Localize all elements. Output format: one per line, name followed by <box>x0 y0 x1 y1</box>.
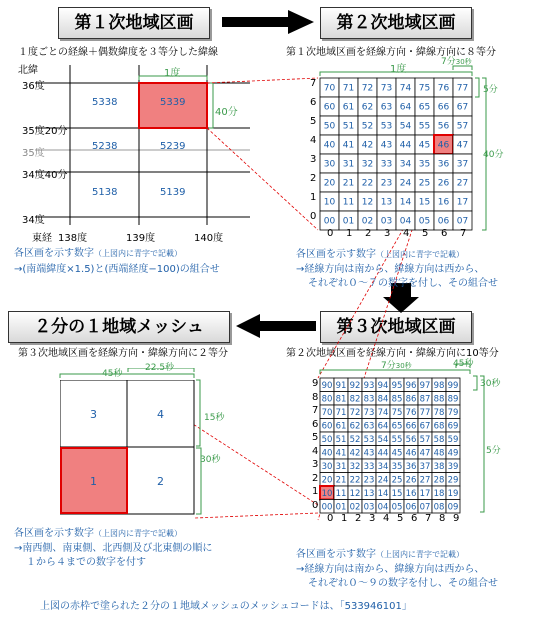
grid-cell-code: 32 <box>361 159 374 170</box>
col-label: 3 <box>384 228 391 239</box>
grid-cell-code: 84 <box>377 394 389 405</box>
row-label: 5 <box>310 116 317 127</box>
grid-cell-code: 33 <box>380 159 393 170</box>
grid-cell-code: 75 <box>391 407 403 418</box>
third-mesh-note-line2: それぞれ０～９の数字を付し、その組合せ <box>308 578 498 589</box>
grid-cell-code: 45 <box>391 448 403 459</box>
grid-cell-code: 93 <box>363 380 375 391</box>
grid-cell-code: 44 <box>377 448 389 459</box>
grid-cell-code: 01 <box>335 502 347 513</box>
grid-cell-code: 00 <box>323 216 336 227</box>
col-label: 8 <box>439 513 446 524</box>
grid-cell-code: 51 <box>342 121 355 132</box>
grid-cell-code: 15 <box>418 197 431 208</box>
grid-cell-code: 85 <box>391 394 403 405</box>
grid-cell-code: 71 <box>335 407 347 418</box>
grid-cell-code: 54 <box>377 434 389 445</box>
grid-cell-code: 15 <box>391 488 403 499</box>
grid-cell-code: 72 <box>349 407 361 418</box>
col-label: 4 <box>403 228 410 239</box>
grid-cell-code: 37 <box>419 461 431 472</box>
grid-cell-code: 42 <box>349 448 361 459</box>
grid-cell-code: 64 <box>399 102 412 113</box>
grid-cell-code: 03 <box>380 216 393 227</box>
half-mesh-note-paren: （上図内に青字で記載） <box>94 529 182 538</box>
half-mesh-dimension-marks <box>58 368 208 518</box>
grid-cell-code: 66 <box>437 102 450 113</box>
grid-cell-code: 22 <box>349 475 361 486</box>
grid-cell-code: 29 <box>447 475 459 486</box>
col-label: 5 <box>422 228 429 239</box>
grid-cell-code: 99 <box>447 380 459 391</box>
grid-cell-code: 02 <box>349 502 361 513</box>
third-mesh-width-label <box>381 358 412 371</box>
grid-cell-code: 46 <box>405 448 417 459</box>
third-mesh-cell-height-label: 30秒 <box>480 379 501 389</box>
second-mesh-cell-width-label <box>441 54 472 67</box>
grid-cell-code: 68 <box>433 421 445 432</box>
grid-cell-code: 35 <box>418 159 431 170</box>
grid-cell-code: 55 <box>418 121 431 132</box>
row-label: 8 <box>312 391 319 403</box>
grid-cell-code: 16 <box>437 197 450 208</box>
label-tokei: 東経 <box>32 233 52 244</box>
grid-cell-code: 40 <box>323 140 336 151</box>
third-mesh-note-title-text: 各区画を示す数字 <box>296 549 376 560</box>
grid-cell-code: 00 <box>321 502 333 513</box>
half-mesh-note-line2: １から４までの数字を付す <box>26 557 146 568</box>
grid-cell-code: 35 <box>391 461 403 472</box>
grid-cell-code: 27 <box>456 178 469 189</box>
first-mesh-cell: 5238 <box>92 141 118 152</box>
label-hokui: 北緯 <box>18 65 38 76</box>
half-mesh-cell: 3 <box>90 408 97 421</box>
grid-cell-code: 50 <box>323 121 336 132</box>
grid-cell-code: 98 <box>433 380 445 391</box>
first-mesh-title: 第１次地域区画 <box>58 7 210 39</box>
grid-cell-code: 27 <box>419 475 431 486</box>
grid-cell-code: 52 <box>349 434 361 445</box>
row-label: 4 <box>310 135 317 146</box>
col-label: 7 <box>460 228 467 239</box>
label-lat-35: 35度 <box>22 148 45 159</box>
half-mesh-cell: 2 <box>157 475 164 488</box>
grid-cell-code: 60 <box>323 102 336 113</box>
first-mesh-height-label: 40分 <box>215 107 238 118</box>
grid-cell-code: 25 <box>418 178 431 189</box>
col-label: 0 <box>327 513 334 524</box>
grid-cell-code: 31 <box>335 461 347 472</box>
grid-cell-code: 74 <box>399 83 412 94</box>
grid-cell-code: 09 <box>447 502 459 513</box>
grid-cell-code: 23 <box>363 475 375 486</box>
row-label: 3 <box>312 459 319 470</box>
grid-cell-code: 05 <box>391 502 403 513</box>
grid-cell-code: 62 <box>349 421 361 432</box>
grid-cell-code: 24 <box>377 475 389 486</box>
second-mesh-note-title-text: 各区画を示す数字 <box>296 249 376 260</box>
col-label: 5 <box>397 513 404 524</box>
grid-cell-code: 36 <box>437 159 450 170</box>
grid-cell-code: 81 <box>335 394 347 405</box>
grid-cell-code: 70 <box>323 83 336 94</box>
third-mesh-subtitle: 第２次地域区画を経線方向・緯線方向に10等分 <box>286 348 499 359</box>
grid-cell-code: 41 <box>342 140 355 151</box>
grid-cell-code: 20 <box>321 475 333 486</box>
grid-cell-code: 28 <box>433 475 445 486</box>
grid-cell-code: 87 <box>419 394 431 405</box>
row-label: 6 <box>312 418 319 430</box>
first-mesh-subtitle: １度ごとの経線＋偶数緯度を３等分した緯線 <box>18 47 218 58</box>
second-mesh-note-line1: →経線方向は南から、緯線方向は西から、 <box>296 264 485 275</box>
col-label: 1 <box>346 228 353 239</box>
grid-cell-code: 95 <box>391 380 403 391</box>
first-mesh-note-body: →(南端緯度×1.5)と(西端経度−100)の組合せ <box>14 264 220 275</box>
label-lon-139: 139度 <box>126 233 156 244</box>
grid-cell-code: 20 <box>323 178 336 189</box>
grid-cell-code: 82 <box>349 394 361 405</box>
grid-cell-code: 12 <box>349 488 361 499</box>
grid-cell-code: 63 <box>380 102 393 113</box>
grid-cell-code: 36 <box>405 461 417 472</box>
grid-cell-code: 86 <box>405 394 417 405</box>
grid-cell-code: 13 <box>380 197 393 208</box>
grid-cell-code: 34 <box>399 159 412 170</box>
grid-cell-code: 72 <box>361 83 374 94</box>
row-label: 7 <box>310 78 317 89</box>
grid-cell-code: 49 <box>447 448 459 459</box>
row-label: 9 <box>312 378 319 389</box>
grid-cell-code: 56 <box>405 434 417 445</box>
grid-cell-code: 11 <box>342 197 355 208</box>
row-label: 7 <box>312 405 319 416</box>
grid-cell-code: 58 <box>433 434 445 445</box>
grid-cell-code: 43 <box>363 448 375 459</box>
grid-cell-code: 97 <box>419 380 431 391</box>
label-lat-35-20: 35度20分 <box>22 126 68 137</box>
grid-cell-code: 53 <box>380 121 393 132</box>
grid-cell-code: 38 <box>433 461 445 472</box>
half-mesh-cell-width-label: 22.5秒 <box>145 363 175 373</box>
grid-cell-code: 32 <box>349 461 361 472</box>
grid-cell-code: 04 <box>399 216 412 227</box>
grid-cell-code: 57 <box>419 434 431 445</box>
third-mesh-note-paren: （上図内に青字で記載） <box>376 550 464 559</box>
row-label: 1 <box>312 486 319 497</box>
label-lat-36: 36度 <box>22 81 45 92</box>
grid-cell-code: 52 <box>361 121 374 132</box>
grid-cell-code: 19 <box>447 488 459 499</box>
grid-cell-code: 61 <box>342 102 355 113</box>
row-label: 6 <box>310 97 317 108</box>
grid-cell-code: 42 <box>361 140 374 151</box>
first-mesh-note-title-text: 各区画を示す数字 <box>14 248 94 259</box>
grid-cell-code: 25 <box>391 475 403 486</box>
second-mesh-note-line2: それぞれ０～７の数字を付し、その組合せ <box>308 278 498 289</box>
first-mesh-cell: 5339 <box>160 97 186 108</box>
grid-cell-code: 02 <box>361 216 374 227</box>
grid-cell-code: 54 <box>399 121 412 132</box>
grid-cell-code: 26 <box>437 178 450 189</box>
grid-cell-code: 70 <box>321 407 333 418</box>
grid-cell-code: 17 <box>456 197 469 208</box>
grid-cell-code: 10 <box>323 197 336 208</box>
grid-cell-code: 01 <box>342 216 355 227</box>
half-mesh-note-title <box>14 524 182 539</box>
grid-cell-code: 91 <box>335 380 347 391</box>
row-label: 0 <box>310 211 317 222</box>
second-mesh-note-title <box>296 245 464 260</box>
row-label: 4 <box>312 445 319 457</box>
third-mesh-width-min: 7分 <box>381 361 396 371</box>
grid-cell-code: 71 <box>342 83 355 94</box>
grid-cell-code: 40 <box>321 448 333 459</box>
grid-cell-code: 89 <box>447 394 459 405</box>
label-lon-138: 138度 <box>58 233 88 244</box>
col-label: 6 <box>411 513 418 524</box>
grid-cell-code: 16 <box>405 488 417 499</box>
second-mesh-title: 第２次地域区画 <box>320 7 472 39</box>
third-mesh-note-title <box>296 545 464 560</box>
grid-cell-code: 08 <box>433 502 445 513</box>
grid-cell-code: 51 <box>335 434 347 445</box>
grid-cell-code: 10 <box>321 488 333 499</box>
col-label: 2 <box>355 513 362 524</box>
second-mesh-note-paren: （上図内に青字で記載） <box>376 250 464 259</box>
grid-cell-code: 45 <box>418 140 431 151</box>
row-label: 5 <box>312 432 319 443</box>
grid-cell-code: 79 <box>447 407 459 418</box>
half-mesh-width-label: 45秒 <box>102 369 123 379</box>
grid-cell-code: 21 <box>342 178 355 189</box>
grid-cell-code: 57 <box>456 121 469 132</box>
grid-cell-code: 46 <box>437 140 450 151</box>
grid-cell-code: 65 <box>391 421 403 432</box>
col-label: 3 <box>369 513 376 524</box>
grid-cell-code: 65 <box>418 102 431 113</box>
row-label: 0 <box>312 499 319 511</box>
grid-cell-code: 14 <box>399 197 412 208</box>
row-label: 2 <box>312 472 319 484</box>
first-mesh-cell: 5338 <box>92 97 118 108</box>
grid-cell-code: 67 <box>419 421 431 432</box>
grid-cell-code: 30 <box>321 461 333 472</box>
grid-cell-code: 56 <box>437 121 450 132</box>
grid-cell-code: 63 <box>363 421 375 432</box>
cell-width-sec: 30秒 <box>455 58 472 66</box>
col-label: 0 <box>327 228 334 239</box>
row-label: 3 <box>310 154 317 165</box>
grid-cell-code: 11 <box>335 488 347 499</box>
grid-cell-code: 41 <box>335 448 347 459</box>
grid-cell-code: 59 <box>447 434 459 445</box>
second-mesh-width-label: 1度 <box>390 64 407 75</box>
third-mesh-row-labels <box>300 370 320 530</box>
half-mesh-note-line1: →南西側、南東側、北西側及び北東側の順に <box>14 543 213 554</box>
grid-cell-code: 21 <box>335 475 347 486</box>
grid-cell-code: 55 <box>391 434 403 445</box>
grid-cell-code: 62 <box>361 102 374 113</box>
grid-cell-code: 90 <box>321 380 333 391</box>
grid-cell-code: 12 <box>361 197 374 208</box>
grid-cell-code: 53 <box>363 434 375 445</box>
grid-cell-code: 18 <box>433 488 445 499</box>
grid-cell-code: 24 <box>399 178 412 189</box>
grid-cell-code: 80 <box>321 394 333 405</box>
grid-cell-code: 13 <box>363 488 375 499</box>
col-label: 6 <box>441 228 448 239</box>
grid-cell-code: 83 <box>363 394 375 405</box>
grid-cell-code: 69 <box>447 421 459 432</box>
grid-cell-code: 39 <box>447 461 459 472</box>
first-mesh-cell: 5139 <box>160 187 186 198</box>
first-mesh-width-label: 1度 <box>164 68 181 79</box>
grid-cell-code: 60 <box>321 421 333 432</box>
first-mesh-cell: 5239 <box>160 141 186 152</box>
grid-cell-code: 94 <box>377 380 389 391</box>
grid-cell-code: 48 <box>433 448 445 459</box>
grid-cell-code: 77 <box>419 407 431 418</box>
second-mesh-cell-height-label: 5分 <box>483 85 498 95</box>
grid-cell-code: 77 <box>456 83 469 94</box>
half-mesh-note-title-text: 各区画を示す数字 <box>14 528 94 539</box>
col-label: 9 <box>453 513 460 524</box>
grid-cell-code: 76 <box>405 407 417 418</box>
grid-cell-code: 74 <box>377 407 389 418</box>
grid-cell-code: 47 <box>419 448 431 459</box>
cell-width-min: 7分 <box>441 57 456 67</box>
grid-cell-code: 07 <box>456 216 469 227</box>
grid-cell-code: 17 <box>419 488 431 499</box>
grid-cell-code: 61 <box>335 421 347 432</box>
grid-cell-code: 67 <box>456 102 469 113</box>
col-label: 2 <box>365 228 372 239</box>
grid-cell-code: 73 <box>363 407 375 418</box>
row-label: 1 <box>310 192 317 203</box>
second-mesh-subtitle: 第１次地域区画を経線方向・緯線方向に８等分 <box>286 47 496 58</box>
grid-cell-code: 34 <box>377 461 389 472</box>
grid-cell-code: 03 <box>363 502 375 513</box>
label-lat-34: 34度 <box>22 215 45 226</box>
grid-cell-code: 43 <box>380 140 393 151</box>
label-lon-140: 140度 <box>194 233 224 244</box>
grid-cell-code: 33 <box>363 461 375 472</box>
grid-cell-code: 06 <box>405 502 417 513</box>
grid-cell-code: 30 <box>323 159 336 170</box>
grid-cell-code: 05 <box>418 216 431 227</box>
half-mesh-cell: 1 <box>90 475 97 488</box>
second-mesh-height-label: 40分 <box>483 150 504 160</box>
grid-cell-code: 73 <box>380 83 393 94</box>
grid-cell-code: 50 <box>321 434 333 445</box>
half-mesh-subtitle: 第３次地域区画を経線方向・緯線方向に２等分 <box>18 348 228 359</box>
grid-cell-code: 37 <box>456 159 469 170</box>
col-label: 1 <box>341 513 348 524</box>
third-mesh-height-label: 5分 <box>486 446 501 456</box>
grid-cell-code: 06 <box>437 216 450 227</box>
grid-cell-code: 47 <box>456 140 469 151</box>
grid-cell-code: 96 <box>405 380 417 391</box>
half-mesh-cell: 4 <box>157 408 164 421</box>
grid-cell-code: 22 <box>361 178 374 189</box>
third-mesh-cell-width-label: 45秒 <box>453 359 474 369</box>
grid-cell-code: 75 <box>418 83 431 94</box>
first-mesh-cell: 5138 <box>92 187 118 198</box>
grid-cell-code: 26 <box>405 475 417 486</box>
grid-cell-code: 07 <box>419 502 431 513</box>
third-mesh-note-line1: →経線方向は南から、緯線方向は西から、 <box>296 564 485 575</box>
first-mesh-note-paren: （上図内に青字で記載） <box>94 249 182 258</box>
grid-cell-code: 04 <box>377 502 389 513</box>
row-label: 2 <box>310 173 317 184</box>
grid-cell-code: 44 <box>399 140 412 151</box>
third-mesh-title: 第３次地域区画 <box>320 311 472 343</box>
grid-cell-code: 88 <box>433 394 445 405</box>
col-label: 7 <box>425 513 432 524</box>
grid-cell-code: 64 <box>377 421 389 432</box>
grid-cell-code: 14 <box>377 488 389 499</box>
grid-cell-code: 76 <box>437 83 450 94</box>
grid-cell-code: 31 <box>342 159 355 170</box>
col-label: 4 <box>383 513 390 524</box>
label-lat-34-40: 34度40分 <box>22 170 68 181</box>
third-mesh-width-sec: 30秒 <box>395 362 412 370</box>
grid-cell-code: 23 <box>380 178 393 189</box>
grid-cell-code: 66 <box>405 421 417 432</box>
footer-note: 上図の赤枠で塗られた２分の１地域メッシュのメッシュコードは、「533946101」 <box>40 601 412 612</box>
grid-cell-code: 92 <box>349 380 361 391</box>
half-mesh-cell-height-label: 15秒 <box>204 413 225 423</box>
half-mesh-title: ２分の１地域メッシュ <box>8 311 230 343</box>
grid-cell-code: 78 <box>433 407 445 418</box>
second-mesh-row-labels <box>300 70 320 230</box>
half-mesh-height-label: 30秒 <box>200 455 221 465</box>
